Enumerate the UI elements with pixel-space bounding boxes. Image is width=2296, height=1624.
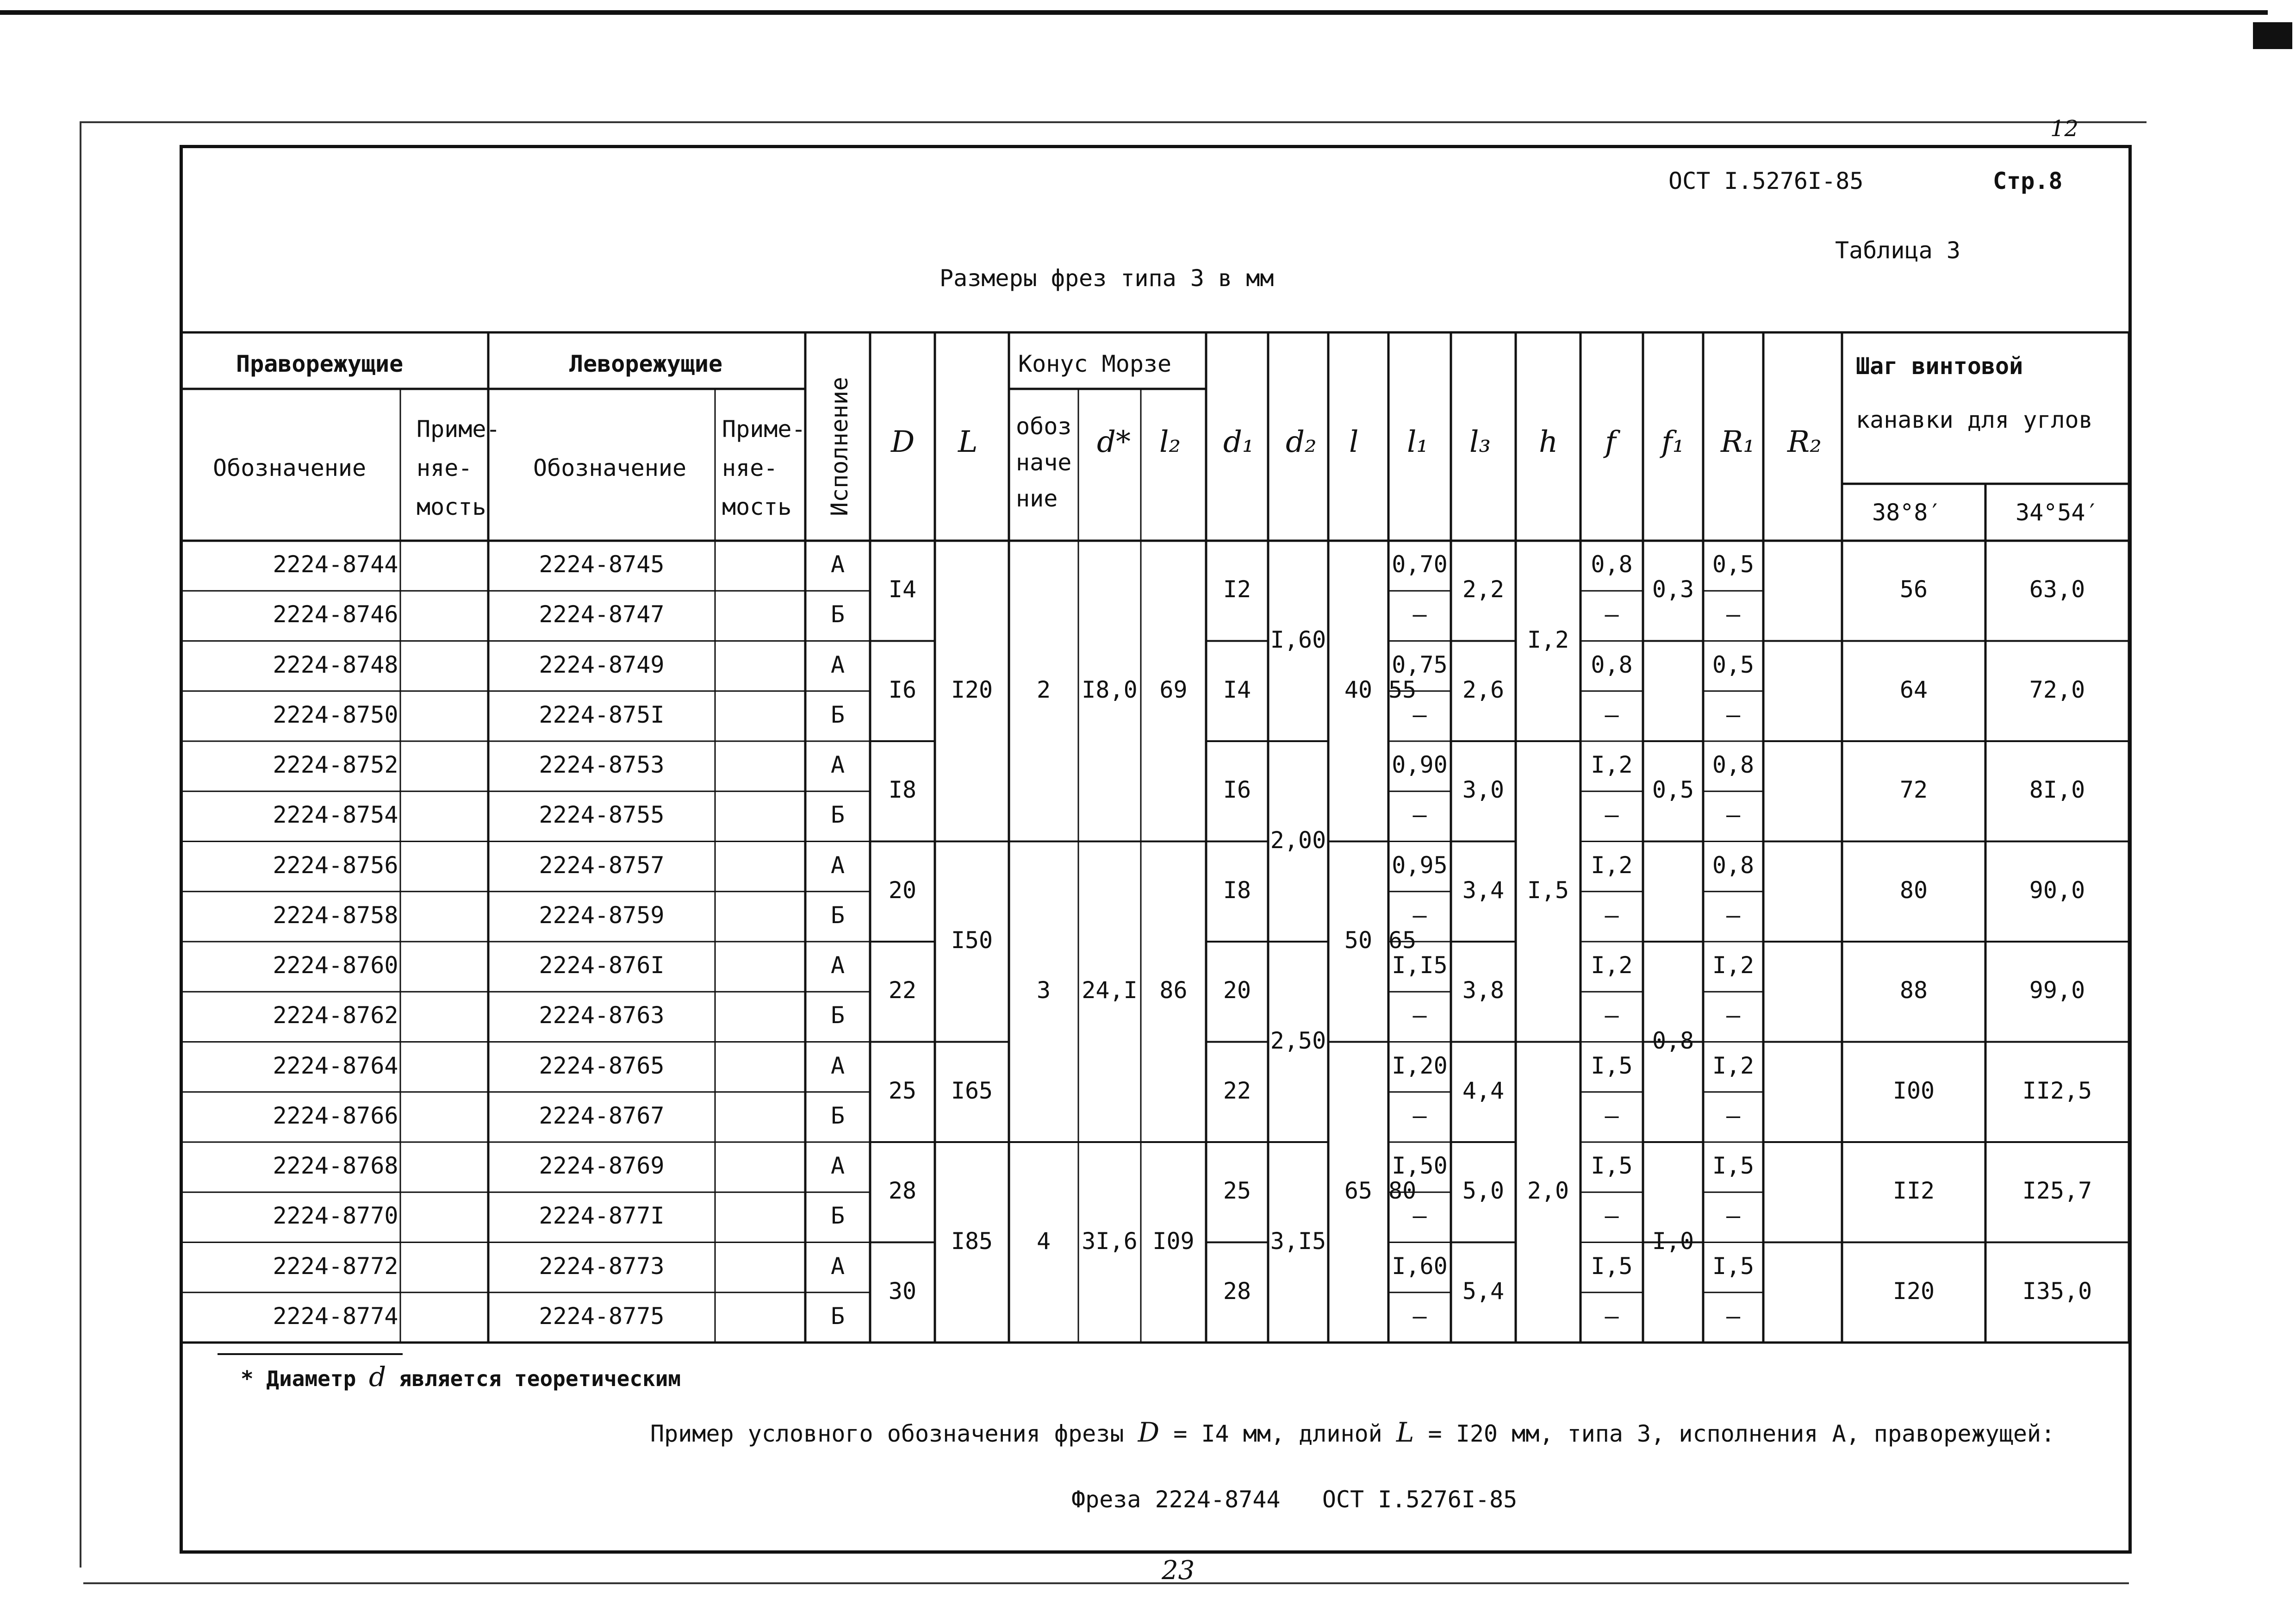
- header-f: f: [1605, 425, 1616, 459]
- R2-cell: I,5: [1712, 1152, 1755, 1180]
- header-designation-left: Обозначение: [533, 455, 687, 481]
- header-f1: f₁: [1661, 425, 1685, 459]
- right-designation-cell: 2224-8770: [273, 1202, 398, 1230]
- right-designation-cell: 2224-8744: [273, 551, 398, 578]
- p2-cell: 90,0: [2029, 876, 2085, 904]
- header-right-cutting: Праворежущие: [236, 350, 404, 377]
- header-left-cutting: Леворежущие: [569, 350, 723, 377]
- header-pitch-1: Шаг винтовой: [1856, 353, 2023, 380]
- right-designation-cell: 2224-8748: [273, 651, 398, 678]
- p1-cell: I00: [1892, 1077, 1935, 1104]
- right-designation-cell: 2224-8746: [273, 601, 398, 628]
- header-R1: R₁: [1721, 425, 1755, 459]
- p1-cell: 72: [1899, 776, 1928, 804]
- footnote-suffix: является теоретическим: [398, 1366, 681, 1391]
- left-designation-cell: 2224-8775: [539, 1302, 665, 1330]
- L-cell: I20: [951, 676, 993, 703]
- header-designation-right: Обозначение: [213, 455, 367, 481]
- L-cell: I85: [951, 1227, 993, 1255]
- l2-cell: I09: [1152, 1227, 1195, 1255]
- l-cell: 40: [1344, 676, 1373, 703]
- l3-dash: –: [1412, 1302, 1427, 1330]
- R2-dash: –: [1726, 601, 1741, 628]
- execution-cell: Б: [830, 701, 845, 728]
- example-text-1: Пример условного обозначения фрезы: [650, 1420, 1124, 1447]
- execution-cell: А: [830, 751, 845, 779]
- footnote-star: *: [241, 1366, 254, 1391]
- right-designation-cell: 2224-8750: [273, 701, 398, 728]
- p2-cell: 63,0: [2029, 576, 2085, 603]
- f-cell: 2,0: [1527, 1177, 1569, 1205]
- header-D: D: [891, 425, 915, 459]
- left-designation-cell: 2224-875I: [539, 701, 665, 728]
- R1-cell: 0,5: [1652, 776, 1694, 804]
- R2-cell: 0,8: [1712, 751, 1755, 779]
- h-cell: 2,2: [1462, 576, 1505, 603]
- left-designation-cell: 2224-8767: [539, 1102, 665, 1129]
- left-designation-cell: 2224-8747: [539, 601, 665, 628]
- f1-cell: I,5: [1591, 1252, 1633, 1280]
- l3-dash: –: [1412, 701, 1427, 728]
- f1-dash: –: [1605, 1202, 1619, 1230]
- R2-cell: I,2: [1712, 952, 1755, 979]
- R2-cell: 0,5: [1712, 551, 1755, 578]
- l-cell: 65: [1344, 1177, 1373, 1205]
- header-L: L: [958, 425, 978, 459]
- left-designation-cell: 2224-8757: [539, 851, 665, 879]
- R2-cell: 0,8: [1712, 851, 1755, 879]
- D-cell: 25: [888, 1077, 917, 1104]
- d1-cell: I6: [1223, 776, 1251, 804]
- p1-cell: II2: [1892, 1177, 1935, 1205]
- header-l1: l₁: [1407, 425, 1429, 459]
- execution-cell: Б: [830, 1302, 845, 1330]
- example-designation: Фреза 2224-8744 ОСТ I.5276I-85: [1071, 1486, 1518, 1513]
- header-applic-right-3: мость: [417, 493, 486, 520]
- example-symbol-L: L: [1396, 1417, 1414, 1448]
- right-designation-cell: 2224-8754: [273, 801, 398, 829]
- l2-cell: 86: [1159, 977, 1188, 1004]
- header-morse-des-1: обоз: [1016, 413, 1072, 440]
- l-cell: 50: [1344, 927, 1373, 954]
- f1-cell: I,2: [1591, 751, 1633, 779]
- d1-cell: I4: [1223, 676, 1251, 703]
- p1-cell: 64: [1899, 676, 1928, 703]
- execution-cell: А: [830, 952, 845, 979]
- header-applic-right-2: няе-: [417, 455, 473, 481]
- R2-dash: –: [1726, 1102, 1741, 1129]
- f-cell: I,5: [1527, 876, 1569, 904]
- left-designation-cell: 2224-8753: [539, 751, 665, 779]
- p1-cell: 56: [1899, 576, 1928, 603]
- right-designation-cell: 2224-8752: [273, 751, 398, 779]
- footnote: [241, 1361, 681, 1393]
- f1-cell: 0,8: [1591, 551, 1633, 578]
- R2-cell: I,2: [1712, 1052, 1755, 1079]
- R2-dash: –: [1726, 1002, 1741, 1029]
- header-pitch-2: канавки для углов: [1856, 406, 2093, 433]
- h-cell: 3,4: [1462, 876, 1505, 904]
- header-execution: Исполнение: [826, 376, 853, 516]
- d1-cell: 22: [1223, 1077, 1251, 1104]
- header-d2: d₂: [1286, 425, 1317, 459]
- right-designation-cell: 2224-8766: [273, 1102, 398, 1129]
- f1-cell: I,5: [1591, 1052, 1633, 1079]
- R2-cell: I,5: [1712, 1252, 1755, 1280]
- header-applic-left-3: мость: [722, 493, 792, 520]
- f1-dash: –: [1605, 901, 1619, 929]
- d-cell: 24,I: [1082, 977, 1138, 1004]
- right-designation-cell: 2224-8762: [273, 1002, 398, 1029]
- execution-cell: А: [830, 1252, 845, 1280]
- l3-cell: I,60: [1392, 1252, 1448, 1280]
- f1-dash: –: [1605, 1002, 1619, 1029]
- f1-cell: I,5: [1591, 1152, 1633, 1180]
- l3-cell: 0,75: [1392, 651, 1448, 678]
- l3-cell: I,20: [1392, 1052, 1448, 1079]
- p2-cell: 72,0: [2029, 676, 2085, 703]
- example-text-3: = I20 мм, типа 3, исполнения А, праворежущей:: [1428, 1420, 2055, 1447]
- R2-dash: –: [1726, 701, 1741, 728]
- D-cell: I6: [888, 676, 917, 703]
- table-title: Размеры фрез типа 3 в мм: [940, 265, 1274, 292]
- d2-cell: 2,00: [1270, 826, 1326, 854]
- handwritten-sheet-number: 12: [2050, 116, 2079, 142]
- left-designation-cell: 2224-876I: [539, 952, 665, 979]
- l2-cell: 69: [1159, 676, 1188, 703]
- left-designation-cell: 2224-8773: [539, 1252, 665, 1280]
- execution-cell: А: [830, 851, 845, 879]
- execution-cell: Б: [830, 1202, 845, 1230]
- l3-dash: –: [1412, 801, 1427, 829]
- execution-cell: Б: [830, 901, 845, 929]
- footnote-symbol: d: [368, 1361, 386, 1393]
- l3-cell: 0,90: [1392, 751, 1448, 779]
- bottom-border-line: [83, 1582, 2129, 1584]
- R2-dash: –: [1726, 1202, 1741, 1230]
- L-cell: I65: [951, 1077, 993, 1104]
- d1-cell: 28: [1223, 1277, 1251, 1305]
- left-designation-cell: 2224-877I: [539, 1202, 665, 1230]
- p2-cell: 99,0: [2029, 977, 2085, 1004]
- d2-cell: 2,50: [1270, 1027, 1326, 1054]
- f1-cell: I,2: [1591, 851, 1633, 879]
- header-angle-2: 34°54′: [2016, 499, 2099, 526]
- p2-cell: I35,0: [2022, 1277, 2092, 1305]
- header-applic-left-2: няе-: [722, 455, 778, 481]
- l3-cell: I,50: [1392, 1152, 1448, 1180]
- h-cell: 5,0: [1462, 1177, 1505, 1205]
- page-number: 23: [1162, 1555, 1195, 1586]
- p2-cell: II2,5: [2022, 1077, 2092, 1104]
- D-cell: 28: [888, 1177, 917, 1205]
- l3-cell: I,I5: [1392, 952, 1448, 979]
- right-designation-cell: 2224-8758: [273, 901, 398, 929]
- left-designation-cell: 2224-8745: [539, 551, 665, 578]
- f1-dash: –: [1605, 801, 1619, 829]
- h-cell: 5,4: [1462, 1277, 1505, 1305]
- d1-cell: 25: [1223, 1177, 1251, 1205]
- header-applic-left-1: Приме-: [722, 416, 806, 443]
- right-designation-cell: 2224-8774: [273, 1302, 398, 1330]
- right-designation-cell: 2224-8772: [273, 1252, 398, 1280]
- D-cell: I8: [888, 776, 917, 804]
- standard-number: ОСТ I.5276I-85: [1668, 168, 1864, 194]
- p1-cell: 88: [1899, 977, 1928, 1004]
- f-cell: I,2: [1527, 626, 1569, 653]
- d2-cell: I,60: [1270, 626, 1326, 653]
- header-morse-des-2: наче: [1016, 449, 1072, 476]
- header-applic-right-1: Приме-: [417, 416, 500, 443]
- execution-cell: Б: [830, 1002, 845, 1029]
- morse-cell: 4: [1036, 1227, 1051, 1255]
- execution-cell: А: [830, 651, 845, 678]
- L-cell: I50: [951, 927, 993, 954]
- right-designation-cell: 2224-8764: [273, 1052, 398, 1079]
- l3-dash: –: [1412, 601, 1427, 628]
- left-designation-cell: 2224-8759: [539, 901, 665, 929]
- left-designation-cell: 2224-8765: [539, 1052, 665, 1079]
- header-l2: l₂: [1159, 425, 1181, 459]
- f1-dash: –: [1605, 1302, 1619, 1330]
- l3-dash: –: [1412, 1002, 1427, 1029]
- d1-cell: I8: [1223, 876, 1251, 904]
- left-designation-cell: 2224-8749: [539, 651, 665, 678]
- h-cell: 2,6: [1462, 676, 1505, 703]
- f1-cell: 0,8: [1591, 651, 1633, 678]
- footnote-prefix: Диаметр: [266, 1366, 356, 1391]
- f1-dash: –: [1605, 601, 1619, 628]
- execution-cell: А: [830, 1052, 845, 1079]
- l3-dash: –: [1412, 1102, 1427, 1129]
- D-cell: 20: [888, 876, 917, 904]
- h-cell: 3,0: [1462, 776, 1505, 804]
- R1-cell: 0,8: [1652, 1027, 1694, 1054]
- h-cell: 4,4: [1462, 1077, 1505, 1104]
- R2-dash: –: [1726, 901, 1741, 929]
- d1-cell: 20: [1223, 977, 1251, 1004]
- D-cell: 30: [888, 1277, 917, 1305]
- right-designation-cell: 2224-8768: [273, 1152, 398, 1180]
- f1-dash: –: [1605, 1102, 1619, 1129]
- execution-cell: Б: [830, 1102, 845, 1129]
- d-cell: I8,0: [1082, 676, 1138, 703]
- l3-dash: –: [1412, 901, 1427, 929]
- d1-cell: I2: [1223, 576, 1251, 603]
- D-cell: I4: [888, 576, 917, 603]
- example-symbol-D: D: [1138, 1417, 1160, 1448]
- l3-cell: 0,95: [1392, 851, 1448, 879]
- l3-cell: 0,70: [1392, 551, 1448, 578]
- header-h: h: [1539, 425, 1558, 459]
- f1-cell: I,2: [1591, 952, 1633, 979]
- left-designation-cell: 2224-8755: [539, 801, 665, 829]
- d2-cell: 3,I5: [1270, 1227, 1326, 1255]
- R2-cell: 0,5: [1712, 651, 1755, 678]
- execution-cell: А: [830, 1152, 845, 1180]
- f1-dash: –: [1605, 701, 1619, 728]
- R1-cell: 0,3: [1652, 576, 1694, 603]
- p1-cell: 80: [1899, 876, 1928, 904]
- R2-dash: –: [1726, 801, 1741, 829]
- execution-cell: Б: [830, 601, 845, 628]
- l3-dash: –: [1412, 1202, 1427, 1230]
- header-l3: l₃: [1469, 425, 1491, 459]
- execution-cell: Б: [830, 801, 845, 829]
- R1-cell: I,0: [1652, 1227, 1694, 1255]
- d-cell: 3I,6: [1082, 1227, 1138, 1255]
- R2-dash: –: [1726, 1302, 1741, 1330]
- right-designation-cell: 2224-8760: [273, 952, 398, 979]
- header-angle-1: 38°8′: [1872, 499, 1942, 526]
- header-R2: R₂: [1787, 425, 1822, 459]
- example-line: [650, 1417, 2055, 1448]
- right-designation-cell: 2224-8756: [273, 851, 398, 879]
- p2-cell: 8I,0: [2029, 776, 2085, 804]
- header-d1: d₁: [1223, 425, 1254, 459]
- header-l: l: [1349, 425, 1359, 459]
- header-d: d*: [1097, 425, 1131, 459]
- morse-cell: 2: [1036, 676, 1051, 703]
- left-designation-cell: 2224-8769: [539, 1152, 665, 1180]
- page-label: Стр.8: [1993, 168, 2063, 194]
- example-text-2: = I4 мм, длиной: [1173, 1420, 1382, 1447]
- h-cell: 3,8: [1462, 977, 1505, 1004]
- p2-cell: I25,7: [2022, 1177, 2092, 1205]
- left-designation-cell: 2224-8763: [539, 1002, 665, 1029]
- header-morse: Конус Морзе: [1018, 350, 1172, 377]
- header-morse-des-3: ние: [1016, 485, 1058, 512]
- table-label: Таблица 3: [1835, 237, 1960, 264]
- execution-cell: А: [830, 551, 845, 578]
- p1-cell: I20: [1892, 1277, 1935, 1305]
- morse-cell: 3: [1036, 977, 1051, 1004]
- D-cell: 22: [888, 977, 917, 1004]
